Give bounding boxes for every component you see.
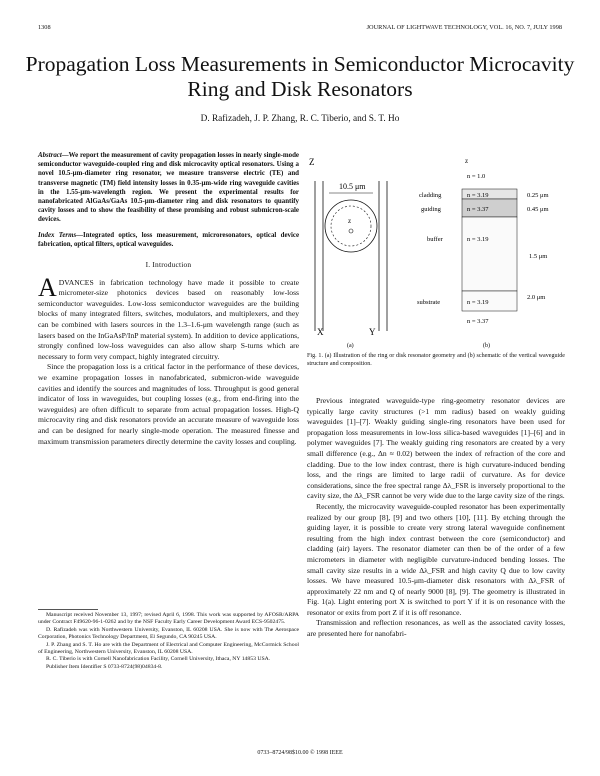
index-terms: [38, 231, 299, 249]
paper-title: Propagation Loss Measurements in Semiconductor Microcavity Ring and Disk Resonators: [25, 52, 575, 101]
author-list: D. Rafizadeh, J. P. Zhang, R. C. Tiberio, and S. T. Ho: [200, 114, 400, 124]
z-label: z: [348, 217, 352, 225]
thickness-buffer: 1.5 μm: [529, 253, 548, 260]
ring-center: [349, 229, 353, 233]
journal-name: JOURNAL OF LIGHTWAVE TECHNOLOGY, VOL. 16, NO. 7, JULY 1998: [366, 24, 562, 31]
drop-cap: A: [38, 272, 57, 302]
footnote-rule: [38, 609, 98, 610]
ring-inner: [331, 206, 371, 246]
right-column: [307, 396, 565, 640]
index-bottom: n = 3.37: [467, 318, 489, 325]
intro-paragraph-1: [38, 272, 299, 363]
abstract-label: Abstract—: [38, 152, 69, 159]
index-terms-text: Integrated optics, loss measurement, microresonators, optical device fabrication, optical filters, optical waveguides.: [38, 231, 300, 248]
right-paragraph-1: Previous integrated waveguide-type ring-geometry resonator devices are typically large cavity structures (>1 mm radius) based on weakly guiding waveguides [1]–[7]. Weakly guiding single-ring resonators have been used for propagation loss measurements in low-loss silica-based waveguides [1]–[6] and in polymer waveguides [7]. The weakly guiding ring resonators are created by a very small difference (e.g., Δn ≈ 0.02) between the index of refraction of the core and cladding. Due to the low index contrast, there is high curvature-induced bending loss, and the rings are limited to large radii of curvature. As for device considerations, since the free spectral range Δλ_FSR is inversely proportional to the cavity size, the Δλ_FSR cannot be very wide due to the large cavity size of the rings.: [307, 396, 565, 501]
footnote-manuscript: Manuscript received November 13, 1997; revised April 6, 1998. This work was supported by AFOSR/ARPA under Contract F49620-96-1-0262 and by the NSF Faculty Early Career Development Award ECS-9502475.: [38, 612, 299, 626]
footnote-pii: Publisher Item Identifier S 0733-8724(98)04834-8.: [46, 663, 163, 670]
right-paragraph-3: Transmission and reflection resonances, as well as the associated cavity losses, are presented here for nanofabri-: [307, 618, 565, 639]
footnotes: [38, 609, 299, 671]
left-column: [38, 151, 299, 447]
thickness-cladding: 0.25 μm: [527, 192, 549, 199]
intro-paragraph-1-text: DVANCES in fabrication technology have made it possible to create micrometer-size photonics devices based on reasonably low-loss semiconductor waveguides. Low-loss semiconductor waveguides are the building blocks of many integrated filters, switches, modulators, and multiplexers, and they can be combined with lasers sources in the 1.3–1.6-μm wavelength range (such as lasers based on the InGaAsP/InP material system). In addition to device applications, strongly confined low-loss waveguides can also allow sharp S-turns which are necessary to form very compact, highly integrated circuitry.: [38, 277, 299, 361]
footnote-tiberio: R. C. Tiberio is with Cornell Nanofabrication Facility, Cornell University, Ithaca, NY 14853 USA.: [46, 656, 271, 663]
buffer-name: buffer: [427, 236, 443, 243]
section-heading: I. Introduction: [145, 260, 192, 270]
intro-paragraph-2: Since the propagation loss is a critical factor in the performance of these devices, we examine propagation losses in nanofabricated, submicron-wide waveguide cavities and identify the sources and magnitudes of loss. Throughput is good general indicator of loss in waveguides, but coupling losses (e.g., from end-firing into the waveguides) are often difficult to separate from actual propagation losses. High-Q microcavity ring and disk resonators provide an accurate measure of waveguide loss and can be designed for nearly single-mode operation. The measured finesse and maximum transmission parameters directly determine the cavity losses and coupling.: [38, 362, 299, 446]
substrate-name: substrate: [417, 299, 441, 306]
cladding-name: cladding: [419, 192, 442, 199]
guiding-name: guiding: [421, 206, 441, 213]
buffer-layer: [462, 217, 517, 291]
index-guiding: n = 3.37: [467, 206, 489, 213]
index-buffer: n = 3.19: [467, 236, 489, 243]
footnote-rafizadeh: D. Rafizadeh was with Northwestern University, Evanston, IL 60208 USA. She is now with The Aerospace Corporation, Photonics Technology Department, El Segundo, CA 90245 USA.: [38, 626, 299, 641]
index-air: n = 1.0: [467, 173, 486, 180]
index-substrate: n = 3.19: [467, 299, 489, 306]
diameter-label: 10.5 μm: [339, 182, 366, 191]
port-y: Y: [369, 327, 376, 337]
port-x: X: [317, 327, 324, 337]
footnote-zhang-ho: J. P. Zhang and S. T. Ho are with the Department of Electrical and Computer Engineering, McCormick School of Engineering, Northwestern University, Evanston, IL 60208 USA.: [38, 641, 299, 656]
figure-caption: Fig. 1. (a) Illustration of the ring or disk resonator geometry and (b) schematic of the vertical waveguide structure and composition.: [307, 353, 565, 367]
fig-b-label: (b): [483, 343, 490, 349]
figure-1: [307, 151, 565, 351]
right-paragraph-2: Recently, the microcavity waveguide-coupled resonator has been experimentally realized by our group [8], [9] and two others [10], [11]. By etching through the guiding layer, it is possible to create very strong lateral waveguide confinement resulting from the high index contrast between the core (semiconductor) and cladding (air) layers. The resonator diameter can then be of the order of a few micrometers in diameter with negligible curvature-induced bending losses. The small cavity size results in a wide Δλ_FSR and high cavity Q due to low cavity losses. We have measured 10.5-μm-diameter disk resonators with Δλ_FSR of approximately 22 nm and Q of nearly 9000 [8], [9]. The geometry is illustrated in Fig. 1(a). Light entering port X is switched to port Y if it is on resonance with the resonator or exits from port Z if it is off resonance.: [307, 501, 565, 617]
index-terms-label: Index Terms—: [38, 231, 84, 239]
abstract: [38, 151, 299, 225]
thickness-substrate: 2.0 μm: [527, 294, 546, 301]
page-footer: 0733–8724/98$10.00 © 1998 IEEE: [257, 750, 343, 756]
z-axis-label: z: [465, 157, 469, 165]
index-cladding: n = 3.19: [467, 192, 489, 199]
figure-1b: [417, 157, 549, 349]
fig-a-label: (a): [347, 343, 354, 349]
abstract-text: We report the measurement of cavity propagation losses in nearly single-mode semiconductor waveguide-coupled ring and disk microcavity optical resonators. Using a novel 10.5-μm-diameter ring resonator, we measure transverse electric (TE) and transverse magnetic (TM) field intensity losses in 0.35-μm-wide ring waveguide cavities in the 1.55-μm-wavelength region. We present the experimental results for nanofabricated AlGaAs/GaAs 10.5-μm-diameter ring and disk resonators to quantify cavity losses and to show the feasibility of these promising and robust submicron-scale devices.: [38, 152, 299, 224]
figure-1a: [309, 157, 387, 349]
ring-outer: [325, 200, 377, 252]
port-z: Z: [309, 157, 315, 167]
thickness-guiding: 0.45 μm: [527, 206, 549, 213]
page-number: 1308: [38, 24, 51, 31]
